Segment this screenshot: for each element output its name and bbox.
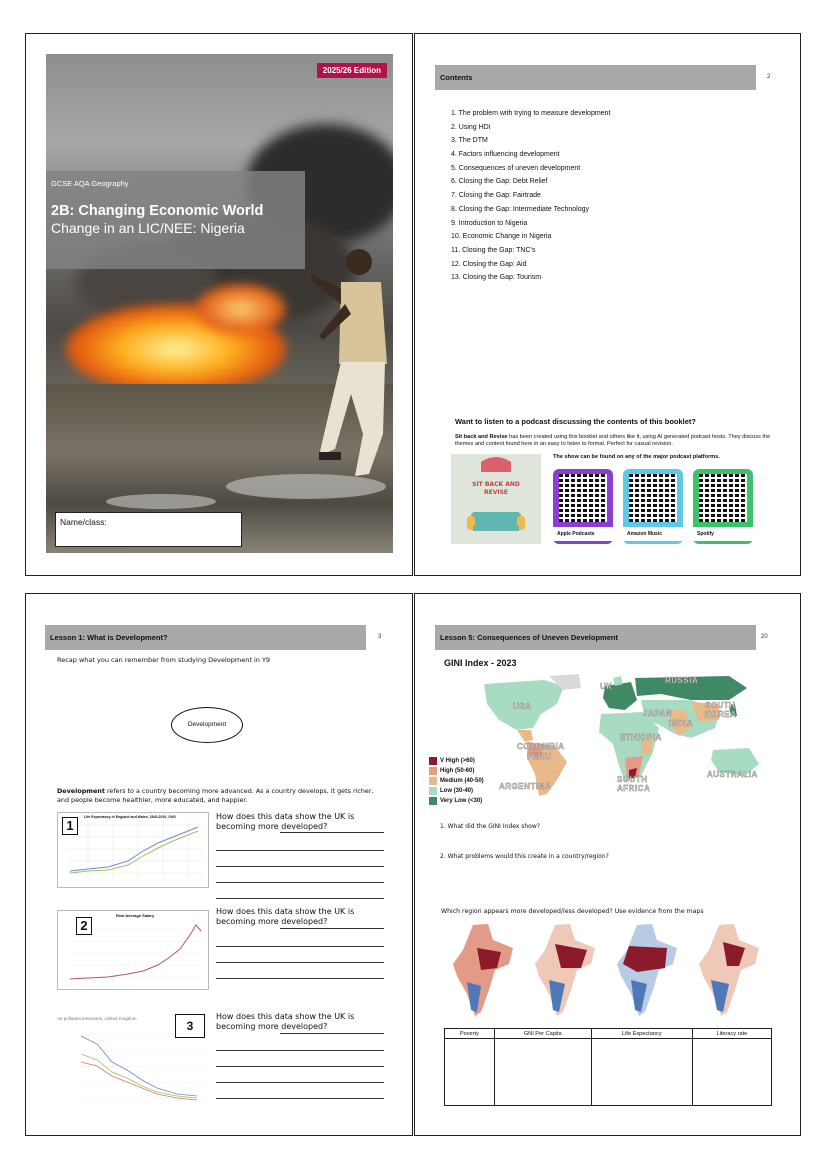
india-literacy-map — [689, 920, 769, 1025]
question-1: How does this data show the UK is becoming more developed? — [216, 812, 355, 831]
table-header: GNI Per Capita — [494, 1029, 591, 1039]
answer-line[interactable] — [216, 882, 384, 883]
contents-page — [414, 33, 801, 576]
evidence-table — [444, 1028, 772, 1106]
page-number: 3 — [378, 634, 382, 640]
platform-label: Amazon Music — [623, 527, 683, 541]
country-label: INDIA — [669, 719, 694, 728]
india-gni-map — [525, 920, 605, 1025]
country-label: ARGENTINA — [499, 782, 552, 791]
map-legend — [429, 756, 484, 806]
page-header: Lesson 5: Consequences of Uneven Development — [435, 625, 756, 650]
qr-code-pattern — [699, 474, 747, 522]
chart-number: 3 — [175, 1014, 205, 1038]
title-box — [46, 171, 305, 269]
chart-lines — [58, 813, 208, 887]
man-figure — [311, 244, 393, 484]
booklet-subtitle: Change in an LIC/NEE: Nigeria — [51, 220, 245, 236]
gini-question-2: 2. What problems would this create in a country/region? — [440, 853, 609, 860]
chart-number: 2 — [76, 917, 92, 935]
list-item[interactable]: 7. Closing the Gap: Fairtrade — [451, 192, 541, 200]
page-number: 20 — [761, 634, 768, 640]
legend-swatch — [429, 797, 437, 805]
svg-text:REVISE: REVISE — [483, 489, 509, 496]
edition-badge: 2025/26 Edition — [317, 63, 387, 78]
answer-line[interactable] — [216, 962, 384, 963]
country-label: PERU — [527, 752, 552, 761]
page-header: Contents — [435, 65, 756, 90]
legend-label: High (50-60) — [440, 768, 475, 774]
page-number: 2 — [767, 74, 771, 80]
gini-question-1: 1. What did the GINI Index show? — [440, 823, 540, 830]
answer-line[interactable] — [216, 850, 384, 851]
answer-line[interactable] — [216, 866, 384, 867]
spotify-qr[interactable] — [693, 469, 753, 544]
podcast-brand: Sit back and Revise — [455, 434, 508, 440]
table-cell[interactable] — [692, 1039, 771, 1106]
country-label: JAPAN — [643, 709, 673, 718]
name-class-label: Name/class: — [60, 517, 107, 527]
puddle — [106, 494, 216, 509]
list-item[interactable]: 9. Introduction to Nigeria — [451, 219, 528, 227]
table-cell[interactable] — [591, 1039, 692, 1106]
table-header: Literacy rate — [692, 1029, 771, 1039]
list-item[interactable]: 13. Closing the Gap: Tourism — [451, 274, 542, 282]
list-item[interactable]: 1. The problem with trying to measure development — [451, 110, 611, 117]
podcast-description — [455, 434, 771, 449]
country-label: SOUTH KOREA — [705, 701, 737, 719]
country-label: SOUTH AFRICA — [617, 775, 651, 793]
question-2: How does this data show the UK is becoming more developed? — [216, 907, 355, 926]
apple-podcasts-qr[interactable] — [553, 469, 613, 544]
list-item[interactable]: 10. Economic Change in Nigeria — [451, 233, 552, 241]
contents-list — [451, 110, 610, 288]
answer-line[interactable] — [280, 928, 384, 929]
definition-body: refers to a country becoming more advanced. As a country develops, it gets richer, and people become healthier, more educated, and happier. — [57, 787, 374, 805]
country-label: ETHIOPIA — [620, 733, 662, 742]
fire — [196, 284, 286, 334]
legend-swatch — [429, 757, 437, 765]
chart-title: Air pollutant emissions, United Kingdom — [57, 1016, 137, 1021]
list-item[interactable]: 5. Consequences of uneven development — [451, 164, 581, 172]
legend-label: V High (>60) — [440, 758, 475, 764]
chart-title: Life Expectancy in England and Wales, 1840-2010, ONS — [84, 815, 176, 819]
amazon-music-qr[interactable] — [623, 469, 683, 544]
table-cell[interactable] — [445, 1039, 495, 1106]
podcast-desc-text: has been created using this booklet and others like it, using AI generated podcast hosts. They discuss the themes and content found here in an easy to listen to format. Perfect for casual revision. — [455, 434, 771, 448]
answer-line[interactable] — [216, 898, 384, 899]
table-cell[interactable] — [494, 1039, 591, 1106]
answer-line[interactable] — [216, 1050, 384, 1051]
definition-text — [57, 787, 387, 806]
central-america-shape — [517, 730, 533, 742]
answer-line[interactable] — [216, 1066, 384, 1067]
answer-line[interactable] — [216, 946, 384, 947]
podcast-platforms-text: The show can be found on any of the major podcast platforms. — [553, 454, 720, 460]
cover-photo — [46, 54, 393, 553]
life-expectancy-chart — [57, 812, 209, 888]
question-3: How does this data show the UK is becoming more developed? — [216, 1012, 355, 1031]
answer-line[interactable] — [216, 1082, 384, 1083]
legend-label: Medium (40-50) — [440, 778, 484, 784]
table-header: Poverty — [445, 1029, 495, 1039]
india-life-expectancy-map — [607, 920, 687, 1025]
list-item[interactable]: 11. Closing the Gap: TNC's — [451, 246, 536, 254]
country-label: AUSTRALIA — [707, 770, 758, 779]
country-label: RUSSIA — [665, 676, 699, 685]
legend-label: Low (30-40) — [440, 788, 474, 794]
india-poverty-map — [443, 920, 523, 1025]
sofa-icon — [451, 454, 541, 544]
legend-item — [429, 796, 484, 806]
list-item[interactable]: 8. Closing the Gap: Intermediate Technology — [451, 205, 590, 213]
booklet-title: 2B: Changing Economic World — [51, 203, 264, 219]
region-question: Which region appears more developed/less developed? Use evidence from the maps — [441, 908, 704, 915]
development-oval: Development — [171, 707, 243, 743]
recap-instruction: Recap what you can remember from studying Development in Y9 — [57, 656, 271, 664]
legend-swatch — [429, 777, 437, 785]
answer-line[interactable] — [280, 832, 384, 833]
qr-code-pattern — [629, 474, 677, 522]
legend-swatch — [429, 787, 437, 795]
course-label: GCSE AQA Geography — [51, 179, 129, 188]
list-item[interactable]: 4. Factors influencing development — [451, 151, 560, 159]
legend-label: Very Low (<30) — [440, 798, 483, 804]
list-item[interactable]: 12. Closing the Gap: Aid — [451, 260, 527, 268]
legend-item — [429, 756, 484, 766]
svg-text:SIT BACK AND: SIT BACK AND — [472, 481, 520, 488]
legend-item — [429, 786, 484, 796]
answer-line[interactable] — [216, 978, 384, 979]
legend-swatch — [429, 767, 437, 775]
podcast-logo — [451, 454, 541, 544]
lesson5-page — [414, 593, 801, 1136]
list-item[interactable]: 6. Closing the Gap: Debt Relief — [451, 178, 548, 186]
table-header: Life Expectancy — [591, 1029, 692, 1039]
country-label: UK — [600, 682, 613, 691]
name-class-field[interactable] — [55, 512, 242, 547]
country-label: COLOMBIA — [517, 742, 565, 751]
country-label: USA — [513, 702, 532, 711]
lesson1-page — [25, 593, 413, 1136]
answer-line[interactable] — [280, 1033, 384, 1034]
answer-line[interactable] — [216, 1098, 384, 1099]
podcast-title: Want to listen to a podcast discussing the contents of this booklet? — [455, 417, 696, 426]
legend-item — [429, 766, 484, 776]
list-item[interactable]: 3. The DTM — [451, 137, 488, 145]
legend-item — [429, 776, 484, 786]
cover-page — [25, 33, 413, 576]
chart-number: 1 — [62, 817, 78, 835]
chart-title: Real Average Salary — [116, 913, 155, 918]
list-item[interactable]: 2. Using HDI — [451, 123, 491, 131]
platform-label: Spotify — [693, 527, 753, 541]
platform-label: Apple Podcasts — [553, 527, 613, 541]
map-title: GINI Index - 2023 — [444, 658, 517, 668]
page-header: Lesson 1: What is Development? — [45, 625, 366, 650]
definition-term: Development — [57, 787, 105, 795]
real-salary-chart — [57, 910, 209, 990]
qr-code-pattern — [559, 474, 607, 522]
